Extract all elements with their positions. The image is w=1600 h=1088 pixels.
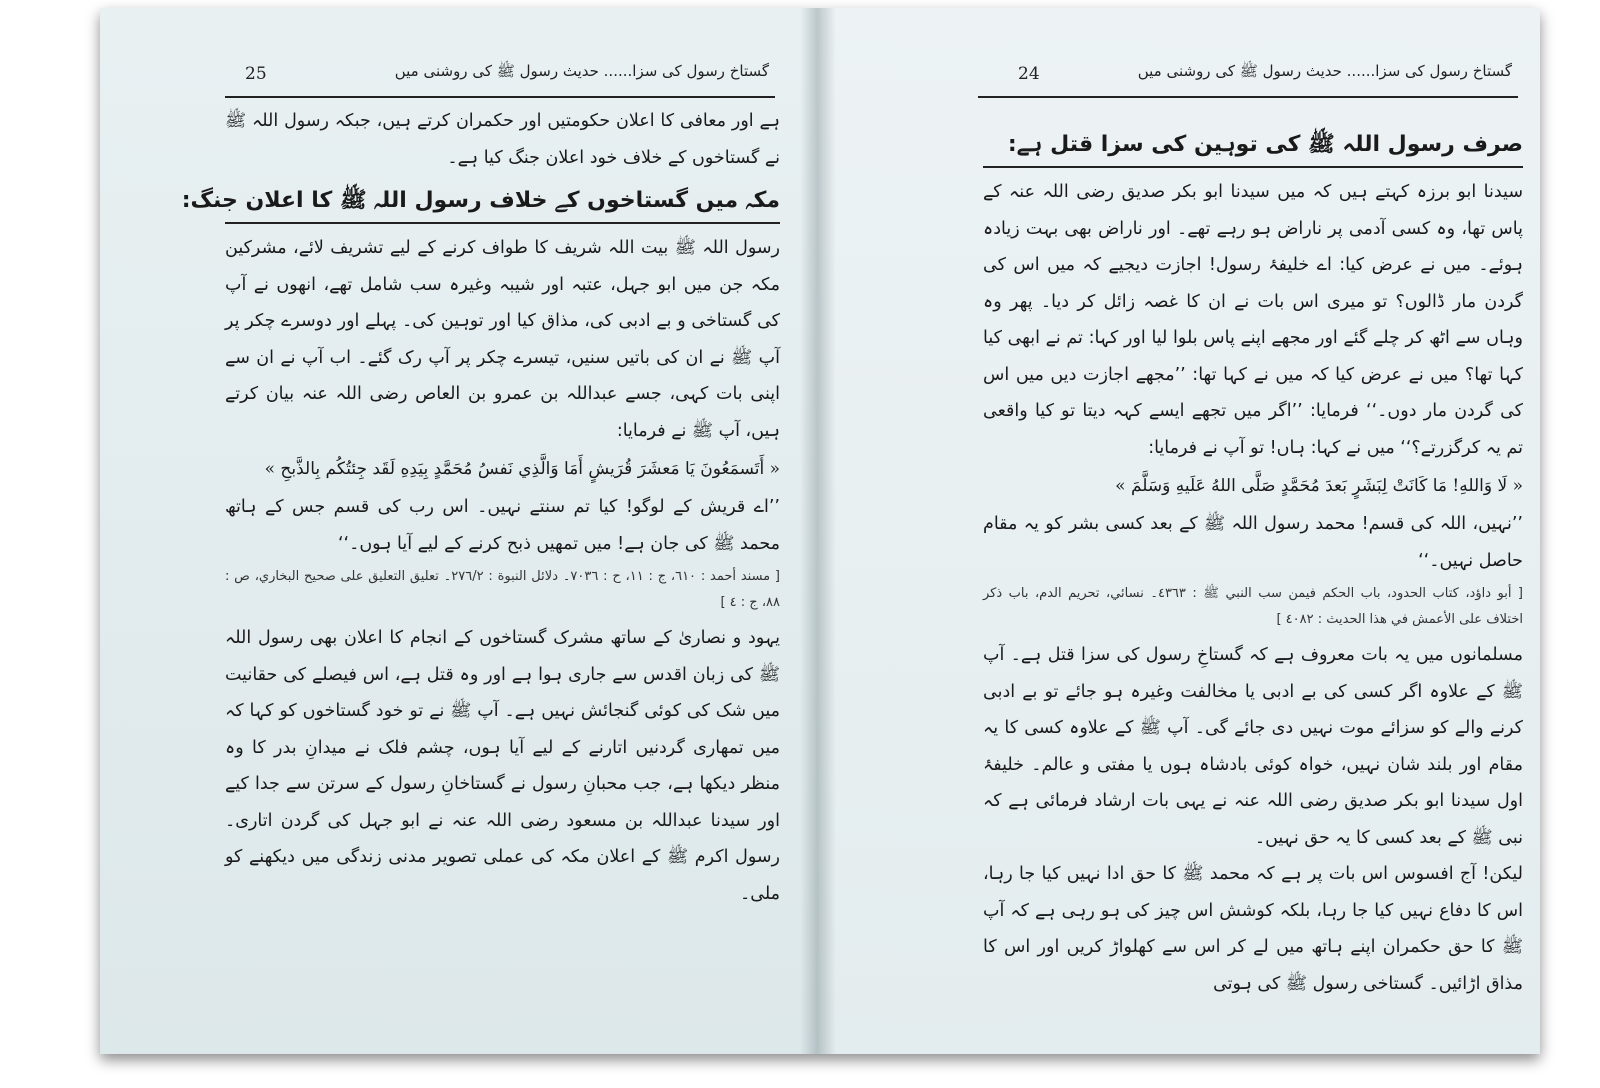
left-page [100,8,818,1054]
hadith-reference: [ أبو داؤد، كتاب الحدود، باب الحكم فيمن سب النبي ﷺ : ٤٣٦٣۔ نسائي، تحريم الدم، باب ذكر اختلاف على الأعمش في هذا الحديث : ٤٠٨٢ ] [983,586,1523,627]
urdu-translation: ’’اے قریش کے لوگو! کیا تم سنتے نہیں۔ اس رب کی قسم جس کے ہاتھ محمد ﷺ کی جان ہے! میں تمھیں ذبح کرنے کے لیے آیا ہوں۔‘‘ [225,497,780,554]
right-page-text [983,120,1523,1002]
arabic-hadith-quote: « أَتَسمَعُونَ يَا مَعشَرَ قُرَيشٍ أَمَا وَالَّذِي نَفسُ مُحَمَّدٍ بِيَدِهِ لَقَد جِئتُكُم بِالذَّبحِ » [264,459,780,479]
running-title: گستاخ رسول کی سزا...... حدیث رسول ﷺ کی روشنی میں [394,62,769,80]
page-number: 25 [245,64,267,84]
paragraph: یہود و نصاریٰ کے ساتھ مشرک گستاخوں کے انجام کا اعلان بھی رسول اللہ ﷺ کی زبان اقدس سے جاری ہوا ہے اور وہ قتل ہے، اس فیصلے کی حقانیت میں شک کی کوئی گنجائش نہیں ہے۔ آپ ﷺ نے تو خود گستاخوں کو کہا کہ میں تمھاری گردنیں اتارنے کے لیے آیا ہوں، چشم فلک نے میدانِ بدر کا وہ منظر دیکھا ہے، جب محبانِ رسول نے گستاخانِ رسول کے سرتن سے جدا کیے اور سیدنا عبداللہ بن مسعود رضی اللہ عنہ نے ابو جہل کی گردن اتاری۔ رسول اکرم ﷺ کے اعلان مکہ کی عملی تصویر مدنی زندگی میں دیکھنے کو ملی۔ [225,628,780,904]
paragraph: ہے اور معافی کا اعلان حکومتیں اور حکمران کرتے ہیں، جبکہ رسول اللہ ﷺ نے گستاخوں کے خلاف خود اعلان جنگ کیا ہے۔ [225,111,780,168]
open-book [100,8,1540,1054]
left-page-header [225,60,775,98]
section-heading: صرف رسول اللہ ﷺ کی توہین کی سزا قتل ہے: [983,128,1523,168]
paragraph: رسول اللہ ﷺ بیت اللہ شریف کا طواف کرنے کے لیے تشریف لائے، مشرکین مکہ جن میں ابو جہل، عتبہ اور شیبہ وغیرہ سب شامل تھے، انھوں نے آپ کی گستاخی و بے ادبی کی، مذاق کیا اور توہین کی۔ پہلے اور دوسرے چکر پر آپ ﷺ نے ان کی باتیں سنیں، تیسرے چکر پر آپ رک گئے۔ اب آپ نے ان سے اپنی بات کہی، جسے عبداللہ بن عمرو بن العاص رضی اللہ عنہ بیان کرتے ہیں، آپ ﷺ نے فرمایا: [225,238,780,441]
page-number: 24 [1018,64,1040,84]
section-heading: مکہ میں گستاخوں کے خلاف رسول اللہ ﷺ کا اعلان جنگ: [225,184,780,224]
right-page-header [978,60,1518,98]
paragraph: مسلمانوں میں یہ بات معروف ہے کہ گستاخِ رسول کی سزا قتل ہے۔ آپ ﷺ کے علاوہ اگر کسی کی بے ادبی یا مخالفت وغیرہ ہو جائے تو بے ادبی کرنے والے کو سزائے موت نہیں دی جائے گی۔ آپ ﷺ کے علاوہ کسی کا یہ مقام اور بلند شان نہیں، خواہ کوئی بادشاہ ہوں یا مفتی و عالم۔ خلیفۂ اول سیدنا ابو بکر صدیق رضی اللہ عنہ نے یہی بات ارشاد فرمائی ہے کہ نبی ﷺ کے بعد کسی کا یہ حق نہیں۔ [983,645,1523,848]
right-page [818,8,1540,1054]
paragraph: لیکن! آج افسوس اس بات پر ہے کہ محمد ﷺ کا حق ادا نہیں کیا جا رہا، اس کا دفاع نہیں کیا جا رہا، بلکہ کوشش اس چیز کی ہو رہی ہے کہ آپ ﷺ کا حق حکمران اپنے ہاتھ میں لے کر اس سے کھلواڑ کریں اور اس کا مذاق اڑائیں۔ گستاخی رسول ﷺ کی ہوتی [983,864,1523,994]
arabic-hadith-quote: « لَا وَاللهِ! مَا كَانَتْ لِبَشَرٍ بَعدَ مُحَمَّدٍ صَلَّى اللهُ عَلَيهِ وَسَلَّمَ » [1115,476,1523,496]
paragraph: سیدنا ابو برزہ کہتے ہیں کہ میں سیدنا ابو بکر صدیق رضی اللہ عنہ کے پاس تھا، وہ کسی آدمی پر ناراض ہو رہے تھے۔ اور ناراض بھی بہت زیادہ ہوئے۔ میں نے عرض کیا: اے خلیفۂ رسول! اجازت دیجیے کہ میں اس کی گردن مار ڈالوں؟ تو میری اس بات نے ان کا غصہ زائل کر دیا۔ پھر وہ وہاں سے اٹھ کر چلے گئے اور مجھے اپنے پاس بلوا لیا اور کہا: تم نے ابھی کیا کہا تھا؟ میں نے عرض کیا کہ میں نے کہا تھا: ’’مجھے اجازت دیں میں اس کی گردن مار دوں۔‘‘ فرمایا: ’’اگر میں تجھے ایسے کہہ دیتا تو کیا واقعی تم یہ کرگزرتے؟‘‘ میں نے کہا: ہاں! تو آپ نے فرمایا: [983,182,1523,458]
hadith-reference: [ مسند أحمد : ٦١٠، ج : ١١، ح : ٧٠٣٦۔ دلائل النبوة : ٢٧٦/٢۔ تعليق التعليق على صحيح البخاري، ص : ٨٨، ج : ٤ ] [225,569,781,610]
running-title: گستاخ رسول کی سزا...... حدیث رسول ﷺ کی روشنی میں [1137,62,1512,80]
left-page-text [181,103,781,912]
book-spine-gutter [800,8,836,1054]
urdu-translation: ’’نہیں، اللہ کی قسم! محمد رسول اللہ ﷺ کے بعد کسی بشر کو یہ مقام حاصل نہیں۔‘‘ [983,514,1523,571]
